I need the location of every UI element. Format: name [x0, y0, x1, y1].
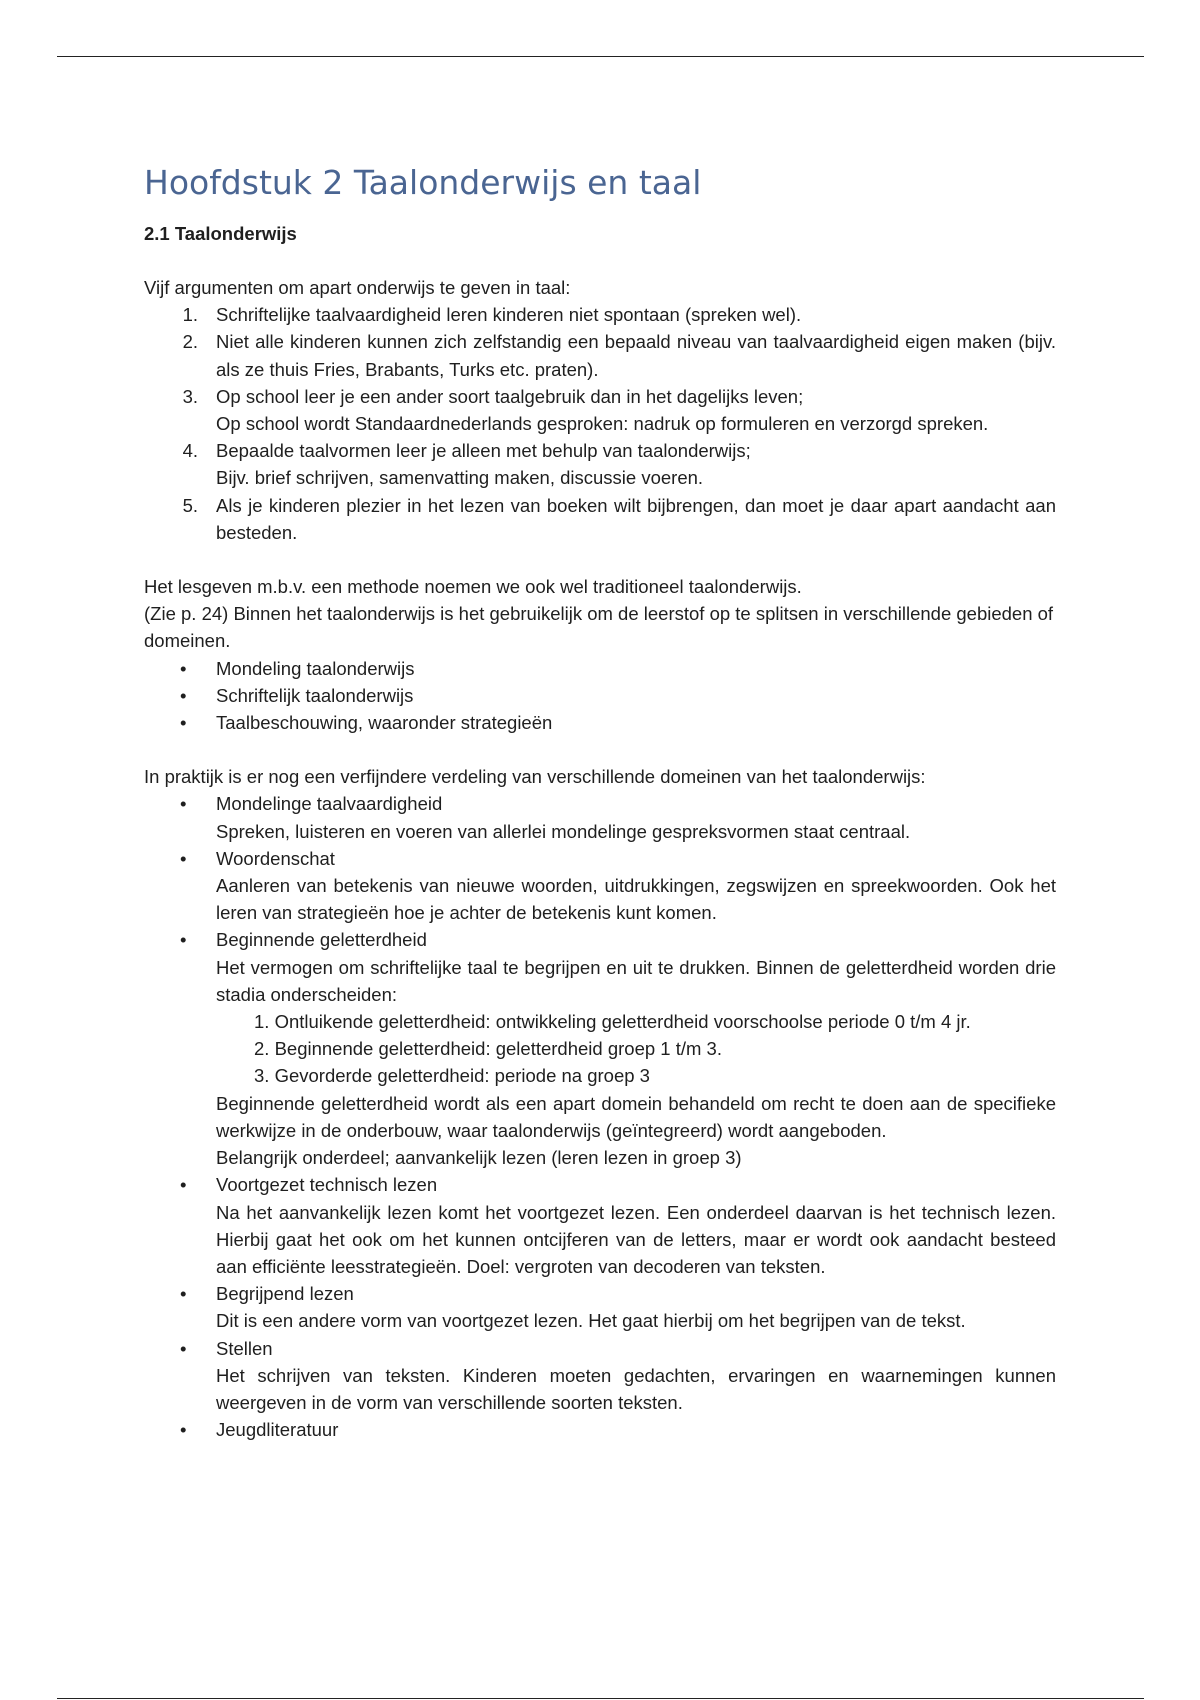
stages-list	[216, 1008, 1056, 1090]
practice-desc: Na het aanvankelijk lezen komt het voortgezet lezen. Een onderdeel daarvan is het technisch lezen. Hierbij gaat het ook om het kunnen ontcijferen van de letters, maar er wordt ook aandacht besteed aan efficiënte leesstrategieën. Doel: vergroten van decoderen van teksten.	[216, 1201, 1056, 1277]
practice-desc: Het vermogen om schriftelijke taal te begrijpen en uit te drukken. Binnen de geletterdheid worden drie stadia onderscheiden:	[216, 956, 1056, 1005]
practice-title: Beginnende geletterdheid	[216, 929, 427, 951]
practice-desc: Het schrijven van teksten. Kinderen moeten gedachten, ervaringen en waarnemingen kunnen weergeven in de vorm van verschillende soorten teksten.	[216, 1364, 1056, 1413]
practice-item-stellen: • Stellen Het schrijven van teksten. Kinderen moeten gedachten, ervaringen en waarnemingen kunnen weergeven in de vorm van verschillende soorten teksten.	[144, 1335, 1056, 1417]
practice-title: Jeugdliteratuur	[216, 1419, 339, 1441]
practice-title: Woordenschat	[216, 847, 335, 869]
practice-note: Belangrijk onderdeel; aanvankelijk lezen (leren lezen in groep 3)	[216, 1147, 742, 1169]
practice-item-geletterdheid: • Beginnende geletterdheid Het vermogen om schriftelijke taal te begrijpen en uit te drukken. Binnen de geletterdheid worden drie stadia onderscheiden: 1. Ontluikende geletterdheid: ontwikkeling geletterdheid voorschoolse periode 0 t/m 4 jr. 2. Beginnende geletterdheid: geletterdheid groep 1 t/m 3. 3. Gevorderde geletterdheid: periode na groep 3 Beginnende geletterdheid wordt als een apart domein behandeld om recht te doen aan de specifieke werkwijze in de onderbouw, waar taalonderwijs (geïntegreerd) wordt aangeboden. Belangrijk onderdeel; aanvankelijk lezen (leren lezen in groep 3)	[144, 926, 1056, 1171]
practice-item-woordenschat: • Woordenschat Aanleren van betekenis van nieuwe woorden, uitdrukkingen, zegswijzen en spreekwoorden. Ook het leren van strategieën hoe je achter de betekenis kunt komen.	[144, 845, 1056, 927]
argument-item: 5. Als je kinderen plezier in het lezen van boeken wilt bijbrengen, dan moet je daar apart aandacht aan besteden.	[182, 494, 1056, 543]
arguments-list	[144, 301, 1056, 546]
practice-title: Begrijpend lezen	[216, 1283, 354, 1305]
stage-item: 1. Ontluikende geletterdheid: ontwikkeling geletterdheid voorschoolse periode 0 t/m 4 jr.	[254, 1011, 971, 1033]
practice-item-begrijpend: • Begrijpend lezen Dit is een andere vorm van voortgezet lezen. Het gaat hierbij om het begrijpen van de tekst.	[144, 1280, 1056, 1334]
section-heading: 2.1 Taalonderwijs	[144, 223, 297, 244]
chapter-heading: Hoofdstuk 2 Taalonderwijs en taal	[144, 163, 702, 202]
document-page	[144, 160, 1056, 1443]
argument-item: 3. Op school leer je een ander soort taalgebruik dan in het dagelijks leven; Op school wordt Standaardnederlands gesproken: nadruk op formuleren en verzorgd spreken.	[182, 385, 989, 435]
domain-item: • Schriftelijk taalonderwijs	[180, 684, 414, 706]
practice-list	[144, 790, 1056, 1443]
domain-item: • Taalbeschouwing, waaronder strategieën	[180, 712, 553, 734]
practice-item-mondelinge: • Mondelinge taalvaardigheid Spreken, luisteren en voeren van allerlei mondelinge gespreksvormen staat centraal.	[144, 790, 1056, 844]
practice-desc: Spreken, luisteren en voeren van allerlei mondelinge gespreksvormen staat centraal.	[216, 820, 911, 842]
practice-desc: Dit is een andere vorm van voortgezet lezen. Het gaat hierbij om het begrijpen van de tekst.	[216, 1310, 966, 1332]
method-line: Het lesgeven m.b.v. een methode noemen we ook wel traditioneel taalonderwijs.	[144, 576, 802, 598]
practice-title: Stellen	[216, 1337, 273, 1359]
domains-list	[144, 655, 1056, 737]
practice-desc: Aanleren van betekenis van nieuwe woorden, uitdrukkingen, zegswijzen en spreekwoorden. Ook het leren van strategieën hoe je achter de betekenis kunt komen.	[216, 875, 1056, 924]
argument-item: 2. Niet alle kinderen kunnen zich zelfstandig een bepaald niveau van taalvaardigheid eigen maken (bijv. als ze thuis Fries, Brabants, Turks etc. praten).	[182, 331, 1056, 380]
bottom-rule	[57, 1698, 1144, 1699]
practice-title: Voortgezet technisch lezen	[216, 1174, 438, 1196]
practice-item-technisch: • Voortgezet technisch lezen Na het aanvankelijk lezen komt het voortgezet lezen. Een onderdeel daarvan is het technisch lezen. Hierbij gaat het ook om het kunnen ontcijferen van de letters, maar er wordt ook aandacht besteed aan efficiënte leesstrategieën. Doel: vergroten van decoderen van teksten.	[144, 1171, 1056, 1280]
practice-item-jeugd: • Jeugdliteratuur	[144, 1416, 1056, 1443]
stage-item: 2. Beginnende geletterdheid: geletterdheid groep 1 t/m 3.	[254, 1038, 722, 1060]
arguments-intro: Vijf argumenten om apart onderwijs te geven in taal:	[144, 277, 571, 298]
argument-item: 4. Bepaalde taalvormen leer je alleen met behulp van taalonderwijs; Bijv. brief schrijven, samenvatting maken, discussie voeren.	[182, 440, 751, 489]
stage-item: 3. Gevorderde geletterdheid: periode na groep 3	[254, 1065, 650, 1087]
practice-desc: Beginnende geletterdheid wordt als een apart domein behandeld om recht te doen aan de specifieke werkwijze in de onderbouw, waar taalonderwijs (geïntegreerd) wordt aangeboden.	[216, 1092, 1056, 1141]
domain-item: • Mondeling taalonderwijs	[180, 657, 415, 679]
practice-intro: In praktijk is er nog een verfijndere verdeling van verschillende domeinen van het taalonderwijs:	[144, 766, 926, 788]
domains-intro: (Zie p. 24) Binnen het taalonderwijs is het gebruikelijk om de leerstof op te splitsen in verschillende gebieden of domeinen.	[144, 603, 1054, 652]
argument-item: 1. Schriftelijke taalvaardigheid leren kinderen niet spontaan (spreken wel).	[182, 304, 802, 326]
top-rule	[57, 56, 1144, 57]
practice-title: Mondelinge taalvaardigheid	[216, 793, 443, 815]
